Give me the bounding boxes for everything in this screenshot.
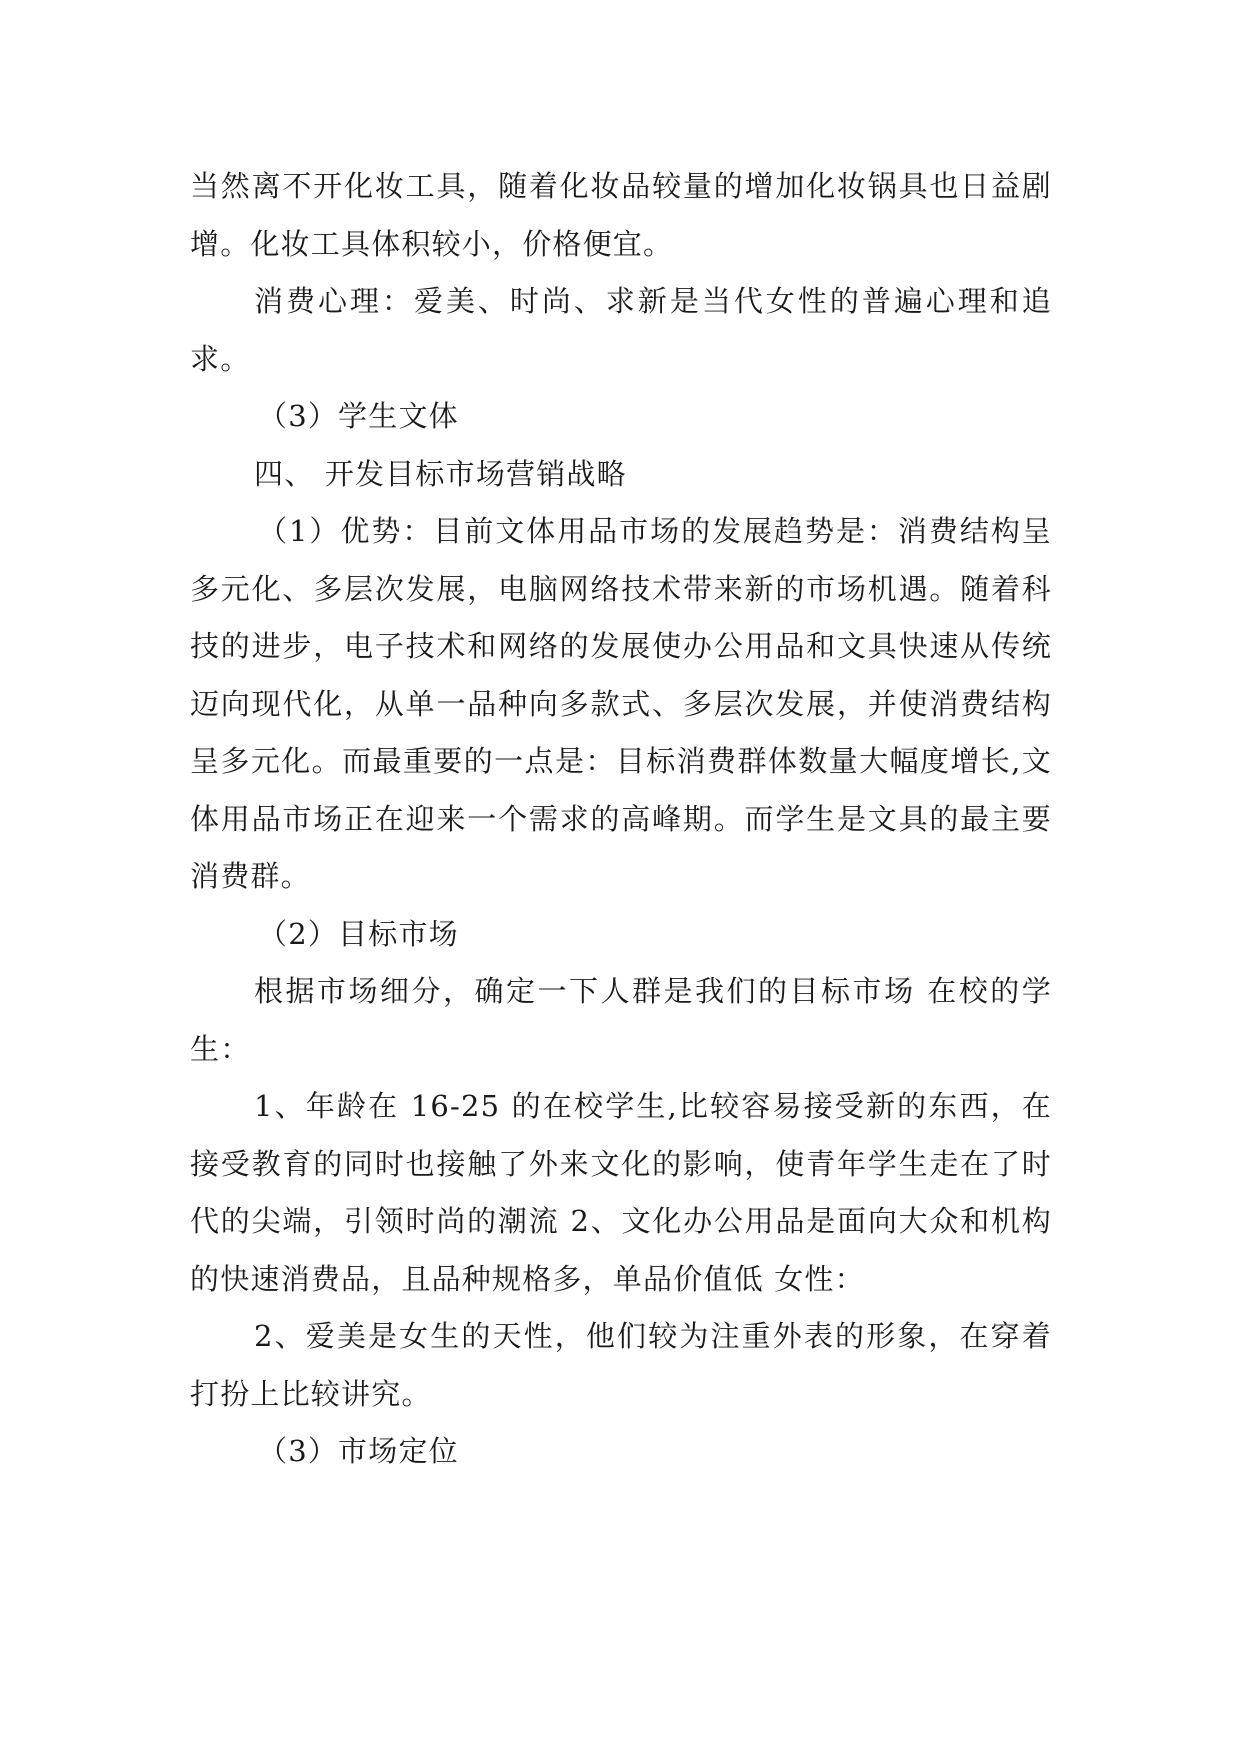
- paragraph-female-beauty: 2、爱美是女生的天性，他们较为注重外表的形象，在穿着打扮上比较讲究。: [190, 1319, 1052, 1411]
- heading-target-market: （2）目标市场: [258, 916, 459, 951]
- heading-student-sports: （3）学生文体: [258, 399, 459, 433]
- paragraph-makeup-tools: 当然离不开化妆工具，随着化妆品较量的增加化妆锅具也日益剧增。化妆工具体积较小，价格便宜。: [190, 169, 1052, 261]
- paragraph-advantages: （1）优势：目前文体用品市场的发展趋势是：消费结构呈多元化、多层次发展，电脑网络技术带来新的市场机遇。随着科技的进步，电子技术和网络的发展使办公用品和文具快速从传统迈向现代化，从单一品种向多款式、多层次发展，并使消费结构呈多元化。而最重要的一点是：目标消费群体数量大幅度增长,文体用品市场正在迎来一个需求的高峰期。而学生是文具的最主要消费群。: [190, 514, 1052, 893]
- heading-market-positioning: （3）市场定位: [258, 1434, 459, 1468]
- paragraph-market-segmentation: 根据市场细分，确定一下人群是我们的目标市场 在校的学生：: [190, 974, 1052, 1066]
- paragraph-consumer-psychology: 消费心理：爱美、时尚、求新是当代女性的普遍心理和追求。: [190, 284, 1052, 376]
- document-body: [190, 158, 1052, 1481]
- paragraph-student-age: 1、年龄在 16-25 的在校学生,比较容易接受新的东西，在接受教育的同时也接触了外来文化的影响，使青年学生走在了时代的尖端，引领时尚的潮流 2、文化办公用品是面向大众和机构的快速消费品，且品种规格多，单品价值低 女性：: [190, 1089, 1052, 1296]
- heading-section-four: 四、 开发目标市场营销战略: [254, 456, 627, 491]
